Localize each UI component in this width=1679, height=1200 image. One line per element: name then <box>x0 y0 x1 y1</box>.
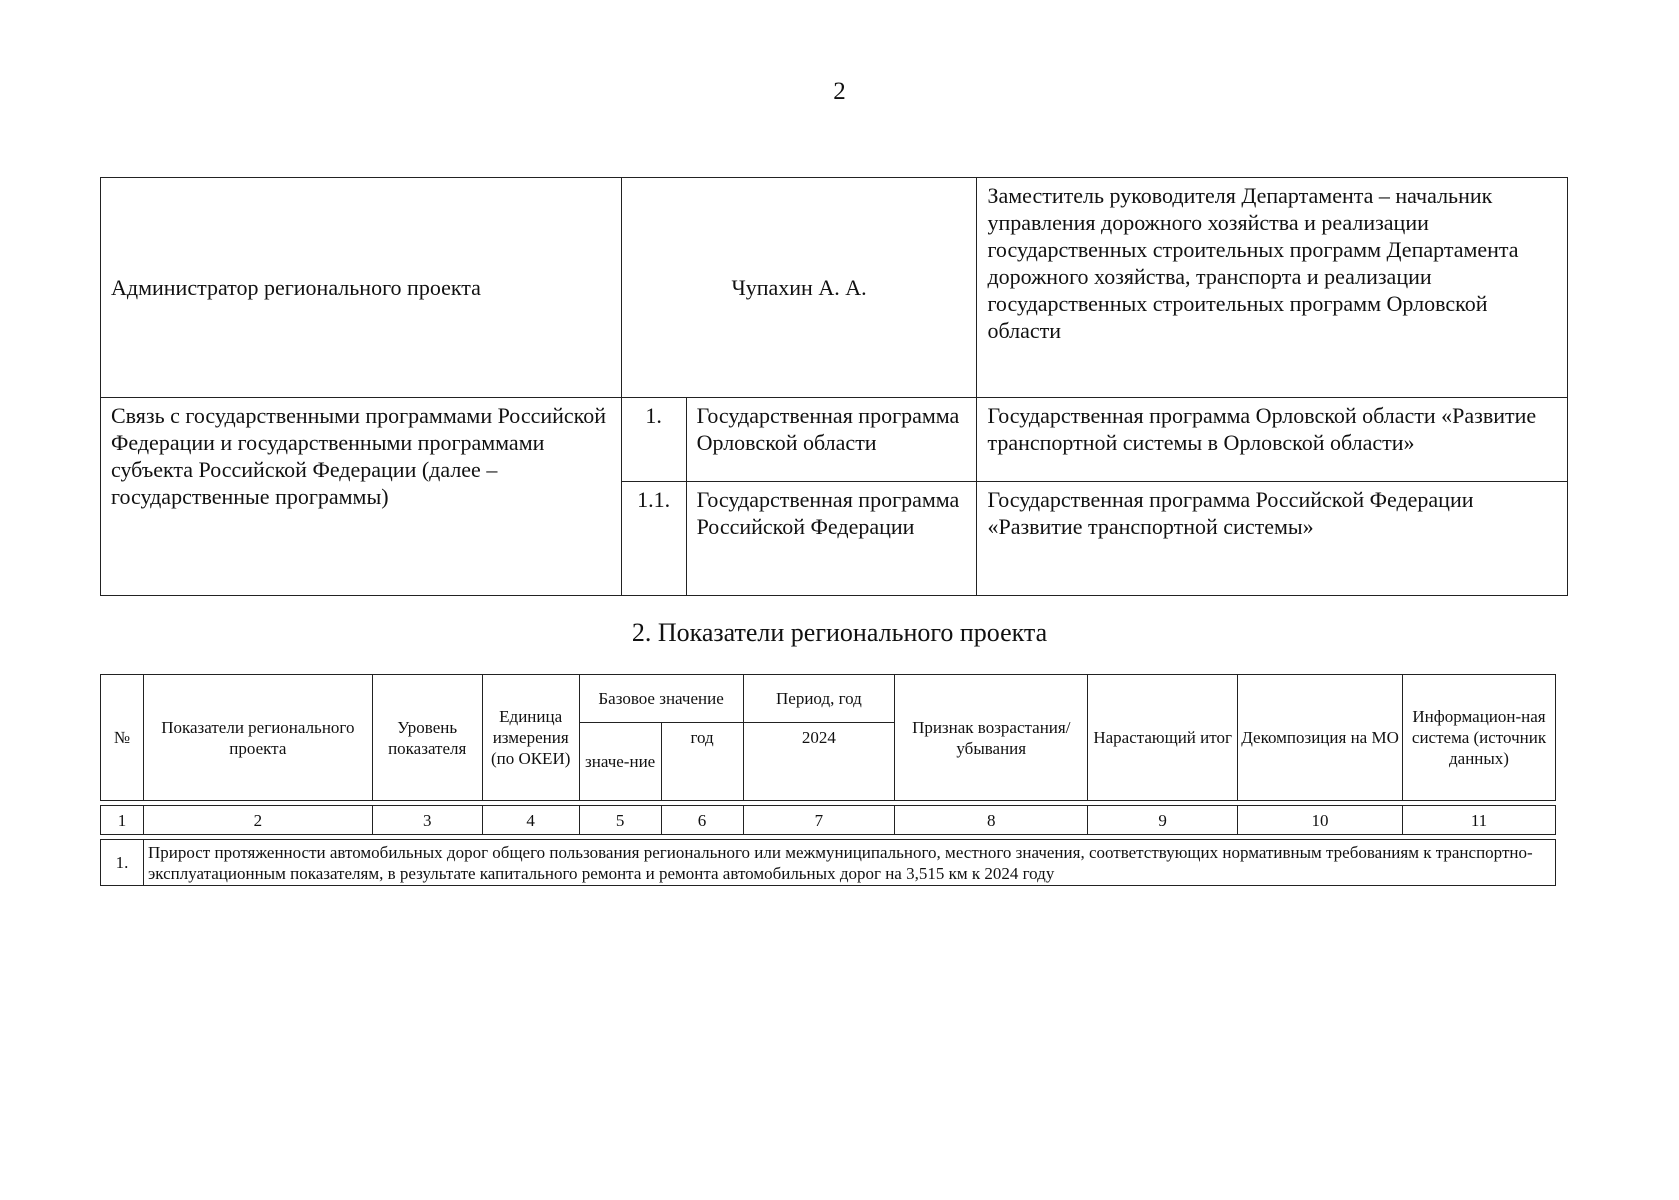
header-decomposition: Декомпозиция на МО <box>1238 675 1403 801</box>
project-passport-table <box>100 177 1568 596</box>
column-number: 10 <box>1238 806 1403 835</box>
header-base-value: Базовое значение <box>579 675 743 723</box>
header-period-year: 2024 <box>743 723 895 801</box>
program-item-number: 1.1. <box>621 482 686 596</box>
indicators-table <box>100 674 1556 886</box>
section-heading: 2. Показатели регионального проекта <box>631 618 1048 647</box>
program-item-name: Государственная программа Российской Федерации «Развитие транспортной системы» <box>977 482 1568 596</box>
header-info-system: Информацион-ная система (источник данных) <box>1403 675 1556 801</box>
header-period: Период, год <box>743 675 895 723</box>
program-item-type: Государственная программа Российской Федерации <box>686 482 977 596</box>
administrator-label: Администратор регионального проекта <box>101 178 622 398</box>
column-number: 6 <box>661 806 743 835</box>
column-number: 9 <box>1088 806 1238 835</box>
administrator-name: Чупахин А. А. <box>621 178 977 398</box>
column-number: 3 <box>372 806 482 835</box>
column-number: 7 <box>743 806 895 835</box>
program-item-name: Государственная программа Орловской области «Развитие транспортной системы в Орловской области» <box>977 398 1568 482</box>
administrator-row <box>101 178 1568 398</box>
column-number: 2 <box>143 806 372 835</box>
indicator-description: Прирост протяженности автомобильных дорог общего пользования регионального или межмуниципального, местного значения, соответствующих нормативным требованиям к транспортно-эксплуатационным показателям, в результате капитального ремонта и ремонта автомобильных дорог на 3,515 км к 2024 году <box>143 840 1555 886</box>
column-number: 11 <box>1403 806 1556 835</box>
indicator-row <box>101 840 1556 886</box>
header-unit: Единица измерения (по ОКЕИ) <box>482 675 579 801</box>
page-number: 2 <box>833 78 846 105</box>
header-sign: Признак возрастания/ убывания <box>895 675 1088 801</box>
program-item-number: 1. <box>621 398 686 482</box>
column-number: 1 <box>101 806 144 835</box>
header-level: Уровень показателя <box>372 675 482 801</box>
column-number-row <box>101 806 1556 835</box>
header-number: № <box>101 675 144 801</box>
program-item-type: Государственная программа Орловской области <box>686 398 977 482</box>
column-number: 5 <box>579 806 661 835</box>
header-indicator: Показатели регионального проекта <box>143 675 372 801</box>
indicator-number: 1. <box>101 840 144 886</box>
header-base-value-value: значе-ние <box>579 723 661 801</box>
program-links-label: Связь с государственными программами Российской Федерации и государственными программами субъекта Российской Федерации (далее – государственные программы) <box>101 398 622 596</box>
program-link-row <box>101 398 1568 482</box>
header-row <box>101 675 1556 723</box>
column-number: 4 <box>482 806 579 835</box>
column-number: 8 <box>895 806 1088 835</box>
header-cumulative: Нарастающий итог <box>1088 675 1238 801</box>
header-base-value-year: год <box>661 723 743 801</box>
administrator-position: Заместитель руководителя Департамента – начальник управления дорожного хозяйства и реализации государственных строительных программ Департамента дорожного хозяйства, транспорта и реализации государственных строительных программ Орловской области <box>977 178 1568 398</box>
